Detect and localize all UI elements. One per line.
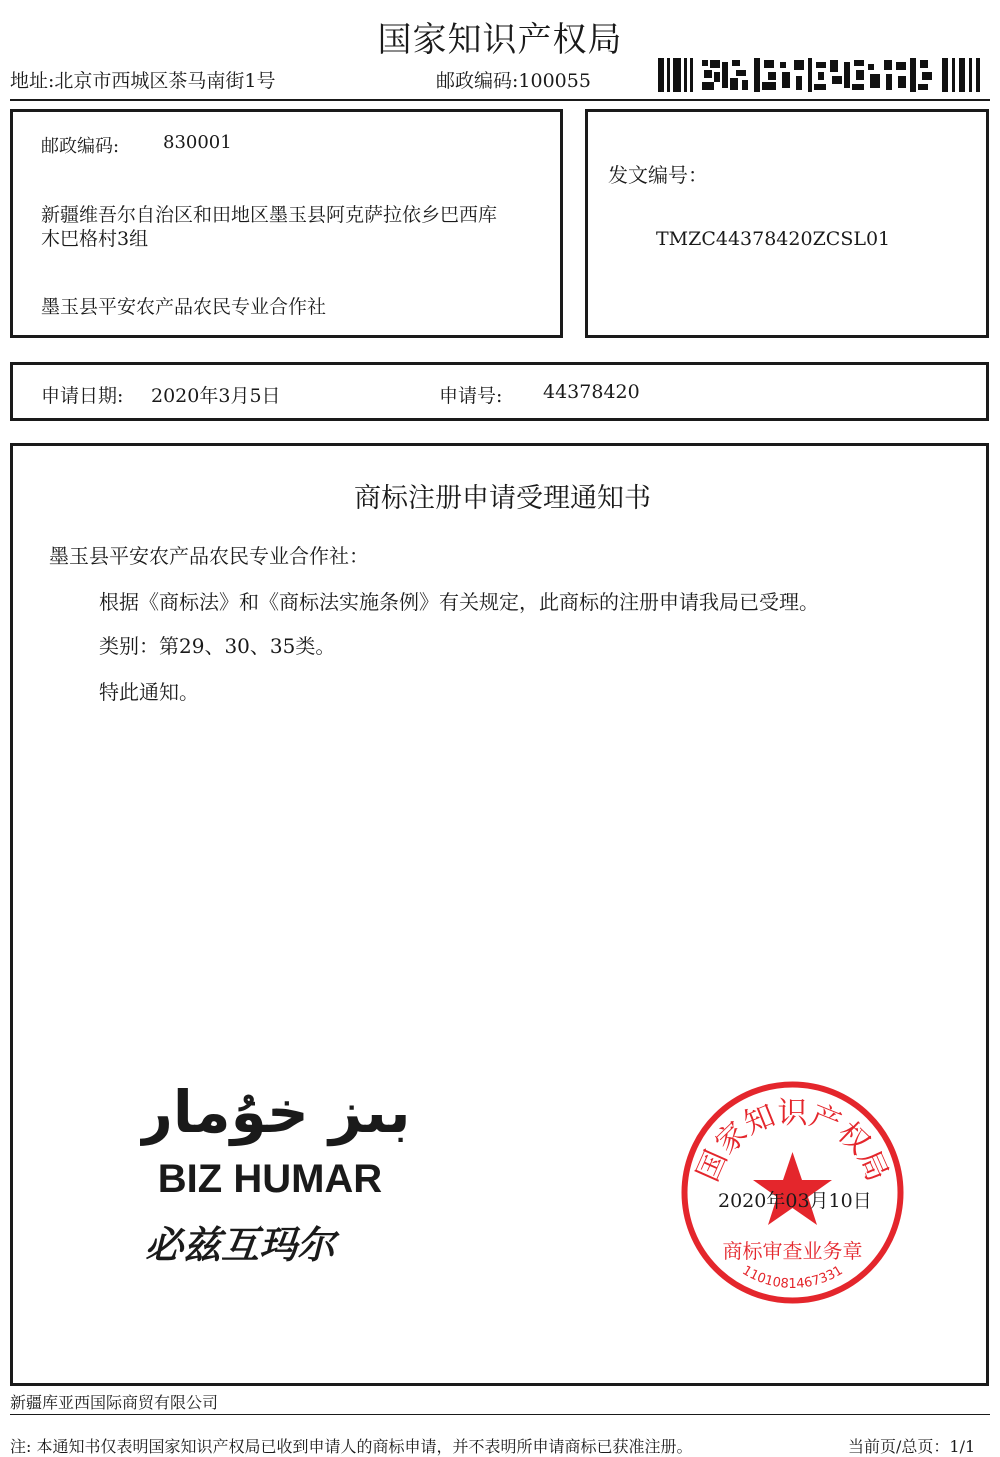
recipient-postcode-value: 830001 (163, 132, 232, 153)
seal-arc-text: 国家知识产权局 (690, 1096, 895, 1187)
recipient-address-line2: 木巴格村3组 (41, 228, 149, 250)
document-number-value: TMZC44378420ZCSL01 (656, 228, 891, 250)
trademark-chinese-text: 必兹互玛尔 (144, 1223, 336, 1267)
application-date-value: 2020年3月5日 (151, 385, 281, 407)
page-indicator: 当前页/总页：1/1 (848, 1437, 976, 1456)
notice-salutation: 墨玉县平安农产品农民专业合作社： (49, 544, 369, 568)
recipient-address-line1: 新疆维吾尔自治区和田地区墨玉县阿克萨拉依乡巴西库 (41, 204, 498, 226)
notice-body: 根据《商标法》和《商标法实施条例》有关规定，此商标的注册申请我局已受理。 (99, 590, 819, 614)
seal-serial: 1101081467331 (739, 1263, 846, 1292)
application-number-label: 申请号: (439, 385, 503, 407)
application-info-box (10, 362, 989, 421)
footer-divider (10, 1414, 990, 1415)
notice-title: 商标注册申请受理通知书 (354, 483, 651, 514)
trademark-latin-text: BIZ HUMAR (157, 1157, 383, 1201)
footer-note: 注: 本通知书仅表明国家知识产权局已收到申请人的商标申请，并不表明所申请商标已获准注册。 (10, 1437, 693, 1456)
issue-date: 2020年03月10日 (718, 1190, 872, 1212)
header-divider (10, 99, 990, 101)
recipient-box (10, 109, 563, 338)
document-number-box (585, 109, 989, 338)
trademark-uyghur-text: بىز خۇمار (140, 1078, 410, 1146)
notice-category: 类别：第29、30、35类。 (99, 634, 336, 658)
seal-center-text: 商标审查业务章 (722, 1239, 863, 1263)
office-postcode: 邮政编码:100055 (436, 70, 591, 92)
notice-closing: 特此通知。 (99, 680, 199, 704)
application-number-value: 44378420 (543, 381, 640, 403)
barcode-icon (658, 58, 980, 92)
document-number-label: 发文编号： (608, 163, 708, 187)
recipient-name: 墨玉县平安农产品农民专业合作社 (41, 296, 327, 318)
page-title: 国家知识产权局 (377, 20, 623, 60)
application-date-label: 申请日期: (41, 385, 124, 407)
footer-company: 新疆库亚西国际商贸有限公司 (10, 1393, 219, 1412)
trademark-logo (140, 1060, 410, 1270)
recipient-postcode-label: 邮政编码: (41, 136, 120, 157)
office-address: 地址:北京市西城区茶马南街1号 (10, 70, 276, 92)
